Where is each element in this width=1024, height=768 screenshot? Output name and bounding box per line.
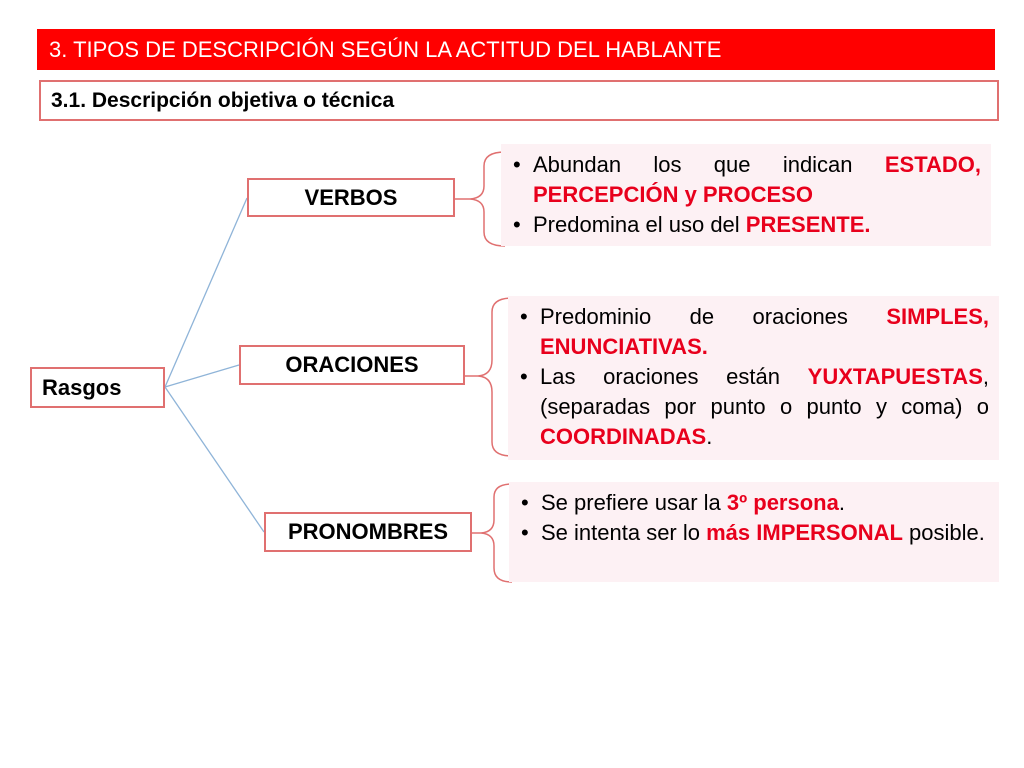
connector-to-oraciones <box>165 365 239 387</box>
node-pronombres: PRONOMBRES <box>264 512 472 552</box>
bullet-list <box>511 150 981 240</box>
brace-verbos <box>470 152 505 246</box>
details-oraciones <box>508 296 999 460</box>
bullet-item: • Predomina el uso del PRESENTE. <box>511 210 981 240</box>
node-oraciones: ORACIONES <box>239 345 465 385</box>
bullet-item: • Predominio de oraciones SIMPLES, ENUNCIATIVAS. <box>518 302 989 362</box>
bullet-list <box>518 302 989 452</box>
bullet-item: • Se prefiere usar la 3º persona. <box>519 488 989 518</box>
node-rasgos: Rasgos <box>30 367 165 408</box>
slide-subtitle: 3.1. Descripción objetiva o técnica <box>39 80 999 121</box>
node-verbos: VERBOS <box>247 178 455 217</box>
bullet-item: • Abundan los que indican ESTADO, PERCEPCIÓN y PROCESO <box>511 150 981 210</box>
brace-oraciones <box>478 298 512 456</box>
connector-to-verbos <box>165 198 247 387</box>
brace-pronombres <box>481 484 512 582</box>
details-pronombres <box>509 482 999 582</box>
slide-title: 3. TIPOS DE DESCRIPCIÓN SEGÚN LA ACTITUD DEL HABLANTE <box>37 29 995 70</box>
details-verbos <box>501 144 991 246</box>
bullet-item: • Se intenta ser lo más IMPERSONAL posible. <box>519 518 989 548</box>
bullet-list <box>519 488 989 548</box>
connector-to-pronombres <box>165 387 264 532</box>
bullet-item: • Las oraciones están YUXTAPUESTAS, (separadas por punto o punto y coma) o COORDINADAS. <box>518 362 989 452</box>
